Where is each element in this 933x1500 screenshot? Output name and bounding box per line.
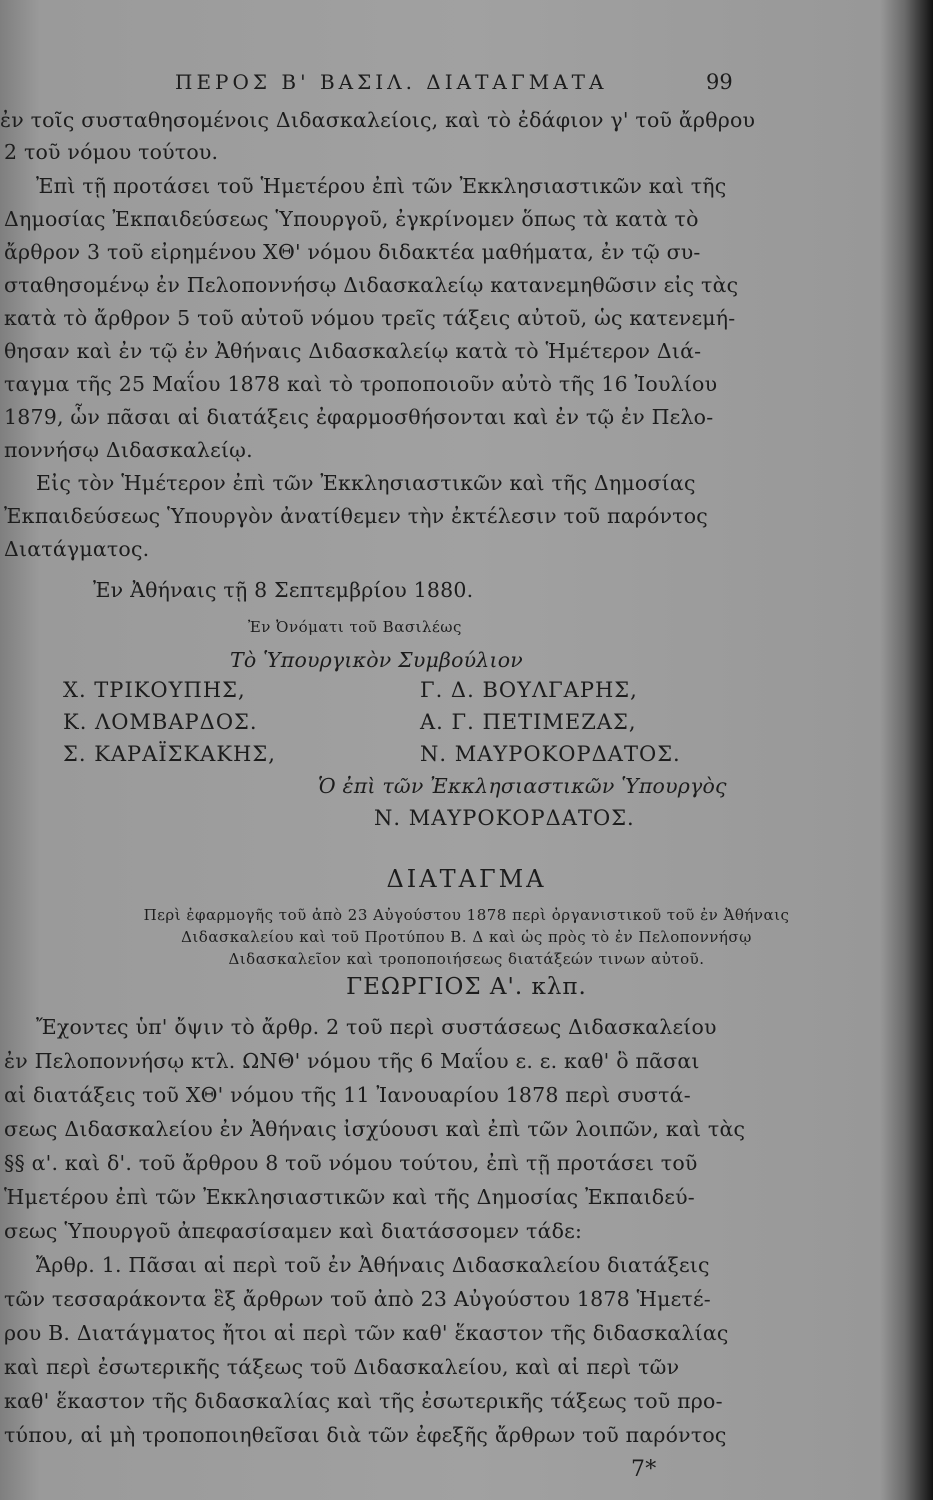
signatory-left: Σ. ΚΑΡΑΪΣΚΑΚΗΣ, — [63, 742, 276, 766]
text-line: Ἔχοντες ὑπ' ὄψιν τὸ ἄρθρ. 2 τοῦ περὶ συστάσεως Διδασκαλείου — [36, 1015, 717, 1039]
text-line: Ἐπὶ τῇ προτάσει τοῦ Ἡμετέρου ἐπὶ τῶν Ἐκκλησιαστικῶν καὶ τῆς — [36, 174, 727, 198]
text-line: σεως Ὑπουργοῦ ἀπεφασίσαμεν καὶ διατάσσομεν τάδε: — [4, 1219, 583, 1243]
date-line: Ἐν Ἀθήναις τῇ 8 Σεπτεμβρίου 1880. — [93, 578, 474, 602]
decree-subtitle-line: Περὶ ἐφαρμογῆς τοῦ ἀπὸ 23 Αὐγούστου 1878 περὶ ὀργανιστικοῦ τοῦ ἐν Ἀθήναις — [143, 906, 790, 924]
text-line: τύπου, αἱ μὴ τροποποιηθεῖσαι διὰ τῶν ἐφεξῆς ἄρθρων τοῦ παρόντος — [4, 1423, 727, 1447]
text-line: τῶν τεσσαράκοντα ἓξ ἄρθρων τοῦ ἀπὸ 23 Αὐγούστου 1878 Ἡμετέ- — [4, 1287, 711, 1311]
text-line: Ἡμετέρου ἐπὶ τῶν Ἐκκλησιαστικῶν καὶ τῆς Δημοσίας Ἐκπαιδεύ- — [4, 1185, 695, 1209]
text-line: κατὰ τὸ ἄρθρον 5 τοῦ αὐτοῦ νόμου τρεῖς τάξεις αὐτοῦ, ὡς κατενεμή- — [4, 306, 736, 330]
text-line: §§ α'. καὶ δ'. τοῦ ἄρθρου 8 τοῦ νόμου τούτου, ἐπὶ τῇ προτάσει τοῦ — [4, 1151, 698, 1175]
signatory-right: Γ. Δ. ΒΟΥΛΓΑΡΗΣ, — [420, 678, 638, 702]
minister-title: Ὁ ἐπὶ τῶν Ἐκκλησιαστικῶν Ὑπουργὸς — [318, 774, 727, 798]
text-line: ταγμα τῆς 25 Μαΐου 1878 καὶ τὸ τροποποιοῦν αὐτὸ τῆς 16 Ἰουλίου — [4, 372, 718, 396]
in-name-of-king: Ἐν Ὀνόματι τοῦ Βασιλέως — [248, 618, 462, 636]
council-title: Τὸ Ὑπουργικὸν Συμβούλιον — [230, 648, 523, 672]
text-line: ποννήσῳ Διδασκαλείῳ. — [4, 438, 253, 462]
signatory-left: Χ. ΤΡΙΚΟΥΠΗΣ, — [63, 678, 246, 702]
folio-mark: 7* — [631, 1457, 657, 1482]
text-line: ἐν τοῖς συσταθησομένοις Διδασκαλείοις, καὶ τὸ ἐδάφιον γ' τοῦ ἄρθρου — [0, 108, 756, 132]
signatory-right: Ν. ΜΑΥΡΟΚΟΡΔΑΤΟΣ. — [420, 742, 681, 766]
text-line: Ἄρθρ. 1. Πᾶσαι αἱ περὶ τοῦ ἐν Ἀθήναις Διδασκαλείου διατάξεις — [36, 1253, 710, 1277]
text-line: σταθησομένῳ ἐν Πελοποννήσῳ Διδασκαλείῳ κατανεμηθῶσιν εἰς τὰς — [4, 273, 739, 297]
text-line: Ἐκπαιδεύσεως Ὑπουργὸν ἀνατίθεμεν τὴν ἐκτέλεσιν τοῦ παρόντος — [4, 504, 708, 528]
text-line: αἱ διατάξεις τοῦ ΧΘ' νόμου τῆς 11 Ἰανουαρίου 1878 περὶ συστά- — [4, 1083, 691, 1107]
signatory-right: Α. Γ. ΠΕΤΙΜΕΖΑΣ, — [420, 710, 637, 734]
text-line: Διατάγματος. — [4, 537, 150, 561]
decree-subtitle-line: Διδασκαλεῖον καὶ τροποποιήσεως διατάξεών τινων αὐτοῦ. — [228, 950, 705, 968]
text-line: ἄρθρον 3 τοῦ εἰρημένου ΧΘ' νόμου διδακτέα μαθήματα, ἐν τῷ συ- — [4, 240, 701, 264]
decree-heading: ΔΙΑΤΑΓΜΑ — [386, 865, 547, 893]
king-line: ΓΕΩΡΓΙΟΣ Α'. κλπ. — [346, 974, 587, 1000]
running-head-title: ΠΕΡΟΣ Β' ΒΑΣΙΛ. ΔΙΑΤΑΓΜΑΤΑ — [175, 70, 608, 94]
text-line: καθ' ἕκαστον τῆς διδασκαλίας καὶ τῆς ἐσωτερικῆς τάξεως τοῦ προ- — [4, 1389, 723, 1413]
text-line: σεως Διδασκαλείου ἐν Ἀθήναις ἰσχύουσι καὶ ἐπὶ τῶν λοιπῶν, καὶ τὰς — [4, 1117, 746, 1141]
text-line: ἐν Πελοποννήσῳ κτλ. ΩΝΘ' νόμου τῆς 6 Μαΐου ε. ε. καθ' ὃ πᾶσαι — [4, 1049, 700, 1073]
signatory-left: Κ. ΛΟΜΒΑΡΔΟΣ. — [63, 710, 258, 734]
text-line: 1879, ὧν πᾶσαι αἱ διατάξεις ἐφαρμοσθήσονται καὶ ἐν τῷ ἐν Πελο- — [4, 405, 714, 429]
text-line: καὶ περὶ ἐσωτερικῆς τάξεως τοῦ Διδασκαλείου, καὶ αἱ περὶ τῶν — [4, 1355, 680, 1379]
text-line: ρου Β. Διατάγματος ἤτοι αἱ περὶ τῶν καθ' ἕκαστον τῆς διδασκαλίας — [4, 1321, 729, 1345]
text-line: Εἰς τὸν Ἡμέτερον ἐπὶ τῶν Ἐκκλησιαστικῶν καὶ τῆς Δημοσίας — [36, 471, 696, 495]
text-line: 2 τοῦ νόμου τούτου. — [4, 140, 219, 164]
decree-subtitle-line: Διδασκαλείου καὶ τοῦ Προτύπου Β. Δ καὶ ὡς πρὸς τὸ ἐν Πελοποννήσῳ — [181, 928, 752, 946]
minister-name: Ν. ΜΑΥΡΟΚΟΡΔΑΤΟΣ. — [374, 806, 635, 830]
page-number: 99 — [706, 70, 733, 94]
running-head — [0, 70, 933, 100]
text-line: θησαν καὶ ἐν τῷ ἐν Ἀθήναις Διδασκαλείῳ κατὰ τὸ Ἡμέτερον Διά- — [4, 339, 702, 363]
text-line: Δημοσίας Ἐκπαιδεύσεως Ὑπουργοῦ, ἐγκρίνομεν ὅπως τὰ κατὰ τὸ — [4, 207, 699, 231]
